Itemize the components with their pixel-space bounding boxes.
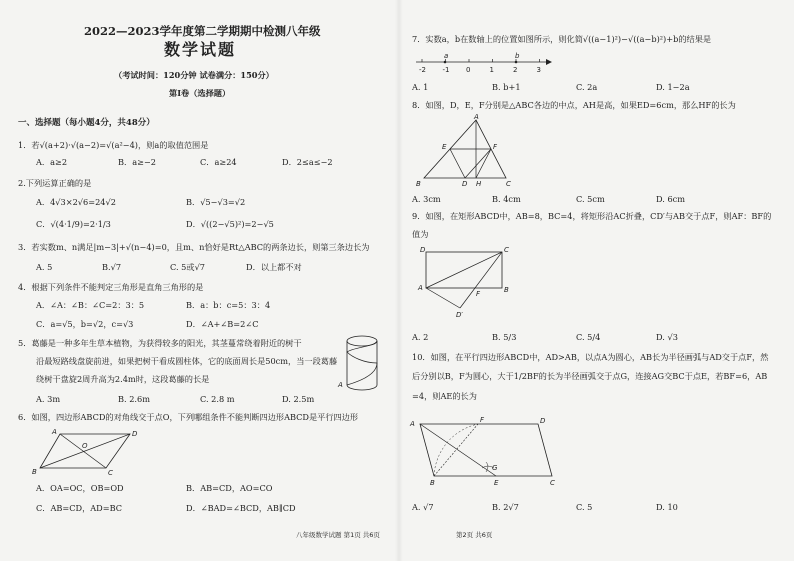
- q9-option-b: B. 5/3: [492, 332, 517, 342]
- q8-stem: 8．如图，D，E，F分别是△ABC各边的中点，AH是高，如果ED=6cm，那么HF的长为: [412, 100, 736, 110]
- q7-stem: 7．实数a，b在数轴上的位置如图所示，则化简√((a−1)²)−√((a−b)²)+b的结果是: [412, 34, 712, 44]
- q6-label-c: C: [108, 469, 113, 477]
- q6-option-a: A．OA=OC，OB=OD: [36, 483, 124, 493]
- q9-label-c: C: [504, 246, 509, 254]
- q7-number-line: [416, 52, 556, 76]
- q4-option-a: A．∠A：∠B：∠C=2：3：5: [36, 300, 145, 310]
- exam-info: （考试时间：120分钟 试卷满分：150分）: [114, 70, 274, 80]
- q9-label-d-prime: D′: [456, 311, 463, 319]
- number-line-tick-label: -2: [419, 66, 426, 74]
- q1-option-d: D．2≤a≤−2: [282, 157, 333, 167]
- q8-option-a: A. 3cm: [412, 194, 441, 204]
- number-line-a: a: [444, 52, 449, 60]
- q10-line1: 10．如图，在平行四边形ABCD中，AD>AB，以点A为圆心，AB长为半径画弧与AD交于点F，然: [412, 352, 769, 362]
- q8-label-d: D: [462, 180, 468, 188]
- q10-label-g: G: [492, 464, 498, 472]
- page-fold: [395, 0, 403, 561]
- q10-label-a: A: [410, 420, 415, 428]
- number-line-tick-label: 3: [536, 66, 541, 74]
- q3-option-d: D．以上都不对: [246, 262, 302, 272]
- q10-option-c: C. 5: [576, 502, 593, 512]
- cylinder-figure: [338, 335, 384, 393]
- section-heading: 一、选择题（每小题4分，共48分）: [18, 118, 155, 128]
- right-column: [408, 0, 788, 561]
- q7-option-c: C. 2a: [576, 82, 598, 92]
- q9-label-b: B: [504, 286, 509, 294]
- q1-option-b: B．a≥−2: [118, 157, 157, 167]
- number-line-tick-label: 0: [466, 66, 471, 74]
- q7-option-d: D. 1−2a: [656, 82, 690, 92]
- left-column: [14, 0, 394, 561]
- q8-label-h: H: [476, 180, 482, 188]
- number-line-b: b: [515, 52, 520, 60]
- q10-label-e: E: [494, 479, 499, 487]
- q6-label-d: D: [132, 430, 138, 438]
- q3-option-c: C. 5或√7: [170, 262, 206, 272]
- q2-stem: 2.下列运算正确的是: [18, 178, 92, 188]
- q4-stem: 4．根据下列条件不能判定三角形是直角三角形的是: [18, 282, 204, 292]
- q5-line2: 沿最短路线盘旋前进，如果把树干看成圆柱体，它的底面周长是50cm，当一段葛藤: [36, 356, 338, 366]
- subject-title: 数学试题: [164, 40, 237, 59]
- q7-option-b: B. b+1: [492, 82, 521, 92]
- q10-label-d: D: [540, 417, 546, 425]
- q8-label-c: C: [506, 180, 511, 188]
- q9-rectangle-figure: [420, 248, 520, 320]
- q8-triangle-figure: [416, 113, 522, 188]
- q1-option-a: A．a≥2: [36, 157, 68, 167]
- q2-option-d: D．√((2−√5)²)=2−√5: [186, 219, 274, 229]
- q3-stem: 3．若实数m、n满足|m−3|+√(n−4)=0，且m、n恰好是Rt△ABC的两条边长，则第三条边长为: [18, 242, 370, 252]
- q5-option-b: B. 2.6m: [118, 394, 151, 404]
- q9-label-d: D: [420, 246, 426, 254]
- cylinder-label-a: A: [338, 381, 343, 389]
- q10-option-d: D. 10: [656, 502, 678, 512]
- q6-label-b: B: [32, 468, 37, 476]
- q6-parallelogram-figure: [32, 428, 138, 477]
- q4-option-d: D．∠A+∠B=2∠C: [186, 319, 259, 329]
- q7-option-a: A. 1: [412, 82, 429, 92]
- volume-title: 第I卷（选择题）: [169, 88, 231, 98]
- q1-option-c: C．a≥24: [200, 157, 237, 167]
- q8-label-e: E: [442, 143, 447, 151]
- q2-option-c: C．√(4·1/9)=2·1/3: [36, 219, 111, 229]
- q10-line3: =4，则AE的长为: [412, 391, 477, 401]
- number-line-tick-label: 2: [513, 66, 518, 74]
- footer-right: 第2页 共6页: [456, 531, 493, 539]
- q5-option-c: C. 2.8 m: [200, 394, 235, 404]
- q4-option-b: B．a：b：c=5：3：4: [186, 300, 271, 310]
- q5-option-a: A. 3m: [36, 394, 61, 404]
- q6-stem: 6．如图，四边形ABCD的对角线交于点O，下列哪组条件不能判断四边形ABCD是平行四边形: [18, 412, 359, 422]
- q10-label-c: C: [550, 479, 555, 487]
- q6-option-d: D．∠BAD=∠BCD，AB∥CD: [186, 503, 296, 513]
- q10-line2: 后分别以B，F为圆心，大于1/2BF的长为半径画弧交于点G，连接AG交BC于点E，若BF=6，AB: [412, 371, 768, 381]
- q9-label-f: F: [476, 290, 481, 298]
- q1-stem: 1．若√(a+2)·√(a−2)=√(a²−4)，则a的取值范围是: [18, 140, 209, 150]
- q4-option-c: C．a=√5，b=√2，c=√3: [36, 319, 134, 329]
- q8-label-a: A: [474, 113, 479, 121]
- q3-option-b: B.√7: [102, 262, 122, 272]
- q10-option-b: B. 2√7: [492, 502, 519, 512]
- q8-option-b: B. 4cm: [492, 194, 521, 204]
- q2-option-a: A．4√3×2√6=24√2: [36, 197, 116, 207]
- number-line-tick-label: -1: [442, 66, 450, 74]
- q9-option-d: D. √3: [656, 332, 678, 342]
- q9-line2: 值为: [412, 229, 429, 239]
- q8-option-d: D. 6cm: [656, 194, 686, 204]
- q8-option-c: C. 5cm: [576, 194, 605, 204]
- q6-option-b: B．AB=CD，AO=CO: [186, 483, 273, 493]
- q10-parallelogram-figure: [410, 414, 566, 494]
- q9-option-c: C. 5/4: [576, 332, 601, 342]
- q8-label-f: F: [493, 143, 498, 151]
- q9-line1: 9．如图，在矩形ABCD中，AB=8，BC=4，将矩形沿AC折叠，CD′与AB交于点F，则AF：BF的: [412, 211, 772, 221]
- q5-line1: 5．葛藤是一种多年生草本植物，为获得较多的阳光，其茎蔓常绕着附近的树干: [18, 338, 302, 348]
- q3-option-a: A. 5: [36, 262, 53, 272]
- q2-option-b: B．√5−√3=√2: [186, 197, 246, 207]
- footer-left: 八年级数学试题 第1页 共6页: [296, 531, 380, 539]
- number-line-tick-label: 1: [489, 66, 494, 74]
- q6-label-o: O: [82, 442, 88, 450]
- q10-label-b: B: [430, 479, 435, 487]
- q9-label-a: A: [418, 284, 423, 292]
- q8-label-b: B: [416, 180, 421, 188]
- q6-option-c: C．AB=CD，AD=BC: [36, 503, 123, 513]
- q10-label-f: F: [480, 416, 485, 424]
- q9-option-a: A. 2: [412, 332, 429, 342]
- q5-option-d: D. 2.5m: [282, 394, 315, 404]
- exam-title: 2022—2023学年度第二学期期中检测八年级: [84, 24, 321, 38]
- q6-label-a: A: [52, 428, 57, 436]
- q10-option-a: A. √7: [412, 502, 434, 512]
- q5-line3: 绕树干盘旋2周升高为2.4m时，这段葛藤的长是: [36, 374, 210, 384]
